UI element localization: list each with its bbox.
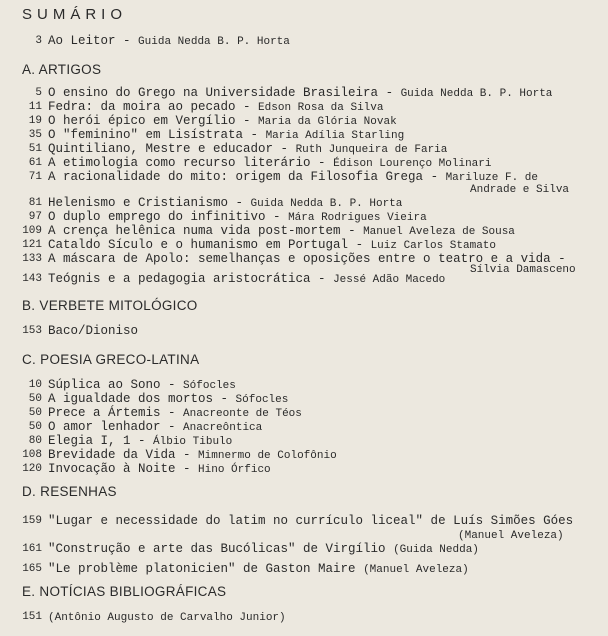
page-number: 3 <box>35 35 42 47</box>
entry-title: Cataldo Sículo e o humanismo em Portugal <box>48 238 349 252</box>
entry-title: Súplica ao Sono <box>48 378 161 392</box>
entry-title: A igualdade dos mortos <box>48 392 214 406</box>
entry-title: O ensino do Grego na Universidade Brasileira <box>48 86 379 100</box>
entry-author: Sófocles <box>235 394 289 406</box>
toc-entry <box>0 86 608 100</box>
entry-line <box>48 406 302 420</box>
entry-line <box>48 170 538 184</box>
page-number: 151 <box>22 611 42 623</box>
entry-author: Maria da Glória Novak <box>258 116 397 128</box>
entry-title: Fedra: da moira ao pecado <box>48 100 236 114</box>
page-number: 19 <box>28 115 42 127</box>
entry-title: A etimologia como recurso literário <box>48 156 311 170</box>
entry-author: (Antônio Augusto de Carvalho Junior) <box>48 612 286 624</box>
entry-title: Teógnis e a pedagogia aristocrática <box>48 272 311 286</box>
toc-entry <box>0 272 608 286</box>
separator: - <box>228 196 251 210</box>
entry-author: Maria Adília Starling <box>265 130 405 142</box>
toc-entry <box>0 462 608 476</box>
entry-title: A racionalidade do mito: origem da Filosofia Grega <box>48 170 424 184</box>
entry-author: Sófocles <box>183 380 236 392</box>
page-number: 133 <box>22 253 42 265</box>
entry-line <box>48 562 469 576</box>
section-heading-resenhas: D. RESENHAS <box>22 484 117 499</box>
entry-title: O "feminino" em Lisístrata <box>48 128 244 142</box>
page-number: 80 <box>28 435 42 447</box>
toc-entry <box>0 610 608 624</box>
page-number: 97 <box>28 211 42 223</box>
section-heading-poesia: C. POESIA GRECO-LATINA <box>22 352 200 367</box>
entry-line <box>48 156 492 170</box>
separator: - <box>160 406 184 420</box>
entry-line <box>48 114 397 128</box>
entry-title: O amor lenhador <box>48 420 161 434</box>
entry-author: Luiz Carlos Stamato <box>370 240 496 252</box>
entry-author: Hino Órfico <box>198 464 271 476</box>
toc-entry <box>0 406 608 420</box>
entry-author: Mariluze F. de <box>445 172 538 184</box>
toc-entry <box>0 392 608 406</box>
separator: - <box>273 142 296 156</box>
toc-entry <box>0 156 608 170</box>
toc-entry-ao-leitor <box>0 34 608 48</box>
page-number: 51 <box>28 143 42 155</box>
entry-title: Baco/Dioniso <box>48 324 139 338</box>
entry-line <box>48 128 404 142</box>
page-number: 109 <box>22 225 42 237</box>
separator: - <box>378 86 401 100</box>
entry-author: Guida Nedda B. P. Horta <box>138 36 290 48</box>
entry-line <box>48 420 262 434</box>
page-number: 121 <box>22 239 42 251</box>
entry-line: Ao Leitor - Guida Nedda B. P. Horta <box>48 34 290 48</box>
entry-line <box>48 210 427 224</box>
entry-author: Mára Rodrigues Vieira <box>288 212 427 224</box>
entry-line <box>48 100 383 114</box>
entry-title: "Lugar e necessidade do latim no currículo liceal" de Luís Simões Góes <box>48 514 574 528</box>
page-number: 71 <box>28 171 42 183</box>
section-heading-verbete: B. VERBETE MITOLÓGICO <box>22 298 198 313</box>
toc-entry <box>0 562 608 576</box>
separator: - <box>340 224 364 238</box>
toc-entry <box>0 128 608 142</box>
separator: - <box>265 210 289 224</box>
entry-author: Álbio Tibulo <box>153 436 233 448</box>
entry-title: Helenismo e Cristianismo <box>48 196 229 210</box>
entry-line <box>48 610 286 624</box>
entry-line <box>48 238 496 252</box>
separator: - <box>423 170 446 184</box>
separator <box>356 562 364 576</box>
entry-line <box>48 142 447 156</box>
page-number: 50 <box>28 421 42 433</box>
entry-author-continued: Andrade e Silva <box>470 184 570 196</box>
toc-entry <box>0 542 608 556</box>
entry-author: Ruth Junqueira de Faria <box>295 144 448 156</box>
page-number: 61 <box>28 157 42 169</box>
entry-title: Prece a Ártemis <box>48 406 161 420</box>
entry-line <box>48 324 138 338</box>
entry-title: O herói épico em Vergílio <box>48 114 236 128</box>
entry-title: Ao Leitor <box>48 34 116 48</box>
entry-author: Édison Lourenço Molinari <box>333 158 492 170</box>
separator: - <box>348 238 371 252</box>
page-number: 143 <box>22 273 42 285</box>
page-number: 81 <box>28 197 42 209</box>
entry-title: A crença helênica numa vida post-mortem <box>48 224 341 238</box>
entry-line <box>48 272 445 286</box>
toc-entry <box>0 142 608 156</box>
toc-entry <box>0 378 608 392</box>
entry-title: "Construção e arte das Bucólicas" de Virgílio <box>48 542 386 556</box>
entry-line <box>48 462 271 476</box>
entry-line <box>48 448 337 462</box>
entry-author: (Guida Nedda) <box>393 544 479 556</box>
page-number: 11 <box>28 101 42 113</box>
page-number: 5 <box>35 87 42 99</box>
entry-author-continued: Sílvia Damasceno <box>470 264 576 276</box>
toc-entry <box>0 238 608 252</box>
entry-author: Edson Rosa da Silva <box>258 102 384 114</box>
toc-entry <box>0 114 608 128</box>
entry-title: "Le problème platonicien" de Gaston Maire <box>48 562 356 576</box>
separator: - <box>310 272 334 286</box>
entry-line <box>48 196 402 210</box>
toc-entry <box>0 210 608 224</box>
entry-title: O duplo emprego do infinitivo <box>48 210 266 224</box>
entry-author: Guida Nedda B. P. Horta <box>250 198 403 210</box>
toc-entry <box>0 448 608 462</box>
separator: - <box>213 392 236 406</box>
separator: - <box>175 448 199 462</box>
separator: - <box>310 156 334 170</box>
separator <box>386 542 394 556</box>
page-number: 153 <box>22 325 42 337</box>
entry-title: Brevidade da Vida <box>48 448 176 462</box>
entry-author: (Manuel Aveleza) <box>363 564 469 576</box>
entry-author: Anacreôntica <box>183 422 263 434</box>
page-number: 120 <box>22 463 42 475</box>
entry-author: Guida Nedda B. P. Horta <box>400 88 553 100</box>
entry-title: Invocação à Noite <box>48 462 176 476</box>
entry-title: Quintiliano, Mestre e educador <box>48 142 274 156</box>
entry-line <box>48 434 232 448</box>
toc-entry <box>0 196 608 210</box>
entry-line: A máscara de Apolo: semelhanças e oposições entre o teatro e a vida - <box>48 252 566 266</box>
separator: - <box>175 462 199 476</box>
entry-author: (Manuel Aveleza) <box>458 530 564 542</box>
toc-entry <box>0 224 608 238</box>
separator: - <box>130 434 154 448</box>
entry-line <box>48 86 552 100</box>
entry-author: Manuel Aveleza de Sousa <box>363 226 515 238</box>
page-title: SUMÁRIO <box>22 6 128 23</box>
entry-author: Jessé Adão Macedo <box>333 274 446 286</box>
page-number: 50 <box>28 393 42 405</box>
toc-entry <box>0 434 608 448</box>
entry-title: A máscara de Apolo: semelhanças e oposições entre o teatro e a vida <box>48 252 551 266</box>
entry-title: Elegia I, 1 <box>48 434 131 448</box>
separator: - <box>160 378 184 392</box>
toc-entry <box>0 324 608 338</box>
page-number: 108 <box>22 449 42 461</box>
entry-line <box>48 542 479 556</box>
page-number: 165 <box>22 563 42 575</box>
toc-entry <box>0 170 608 184</box>
page-number: 10 <box>28 379 42 391</box>
entry-line <box>48 514 573 528</box>
entry-author: Mimnermo de Colofônio <box>198 450 337 462</box>
separator: - <box>160 420 184 434</box>
entry-author: Anacreonte de Téos <box>183 408 302 420</box>
separator: - <box>235 100 259 114</box>
section-heading-artigos: A. ARTIGOS <box>22 62 102 77</box>
entry-line <box>48 392 288 406</box>
page-number: 161 <box>22 543 42 555</box>
section-heading-noticias: E. NOTÍCIAS BIBLIOGRÁFICAS <box>22 584 227 599</box>
separator: - <box>243 128 266 142</box>
page-number: 159 <box>22 515 42 527</box>
toc-entry <box>0 420 608 434</box>
toc-entry <box>0 514 608 528</box>
entry-line <box>48 378 236 392</box>
page-number: 50 <box>28 407 42 419</box>
entry-line <box>48 224 515 238</box>
toc-entry <box>0 100 608 114</box>
page-number: 35 <box>28 129 42 141</box>
separator: - <box>235 114 259 128</box>
